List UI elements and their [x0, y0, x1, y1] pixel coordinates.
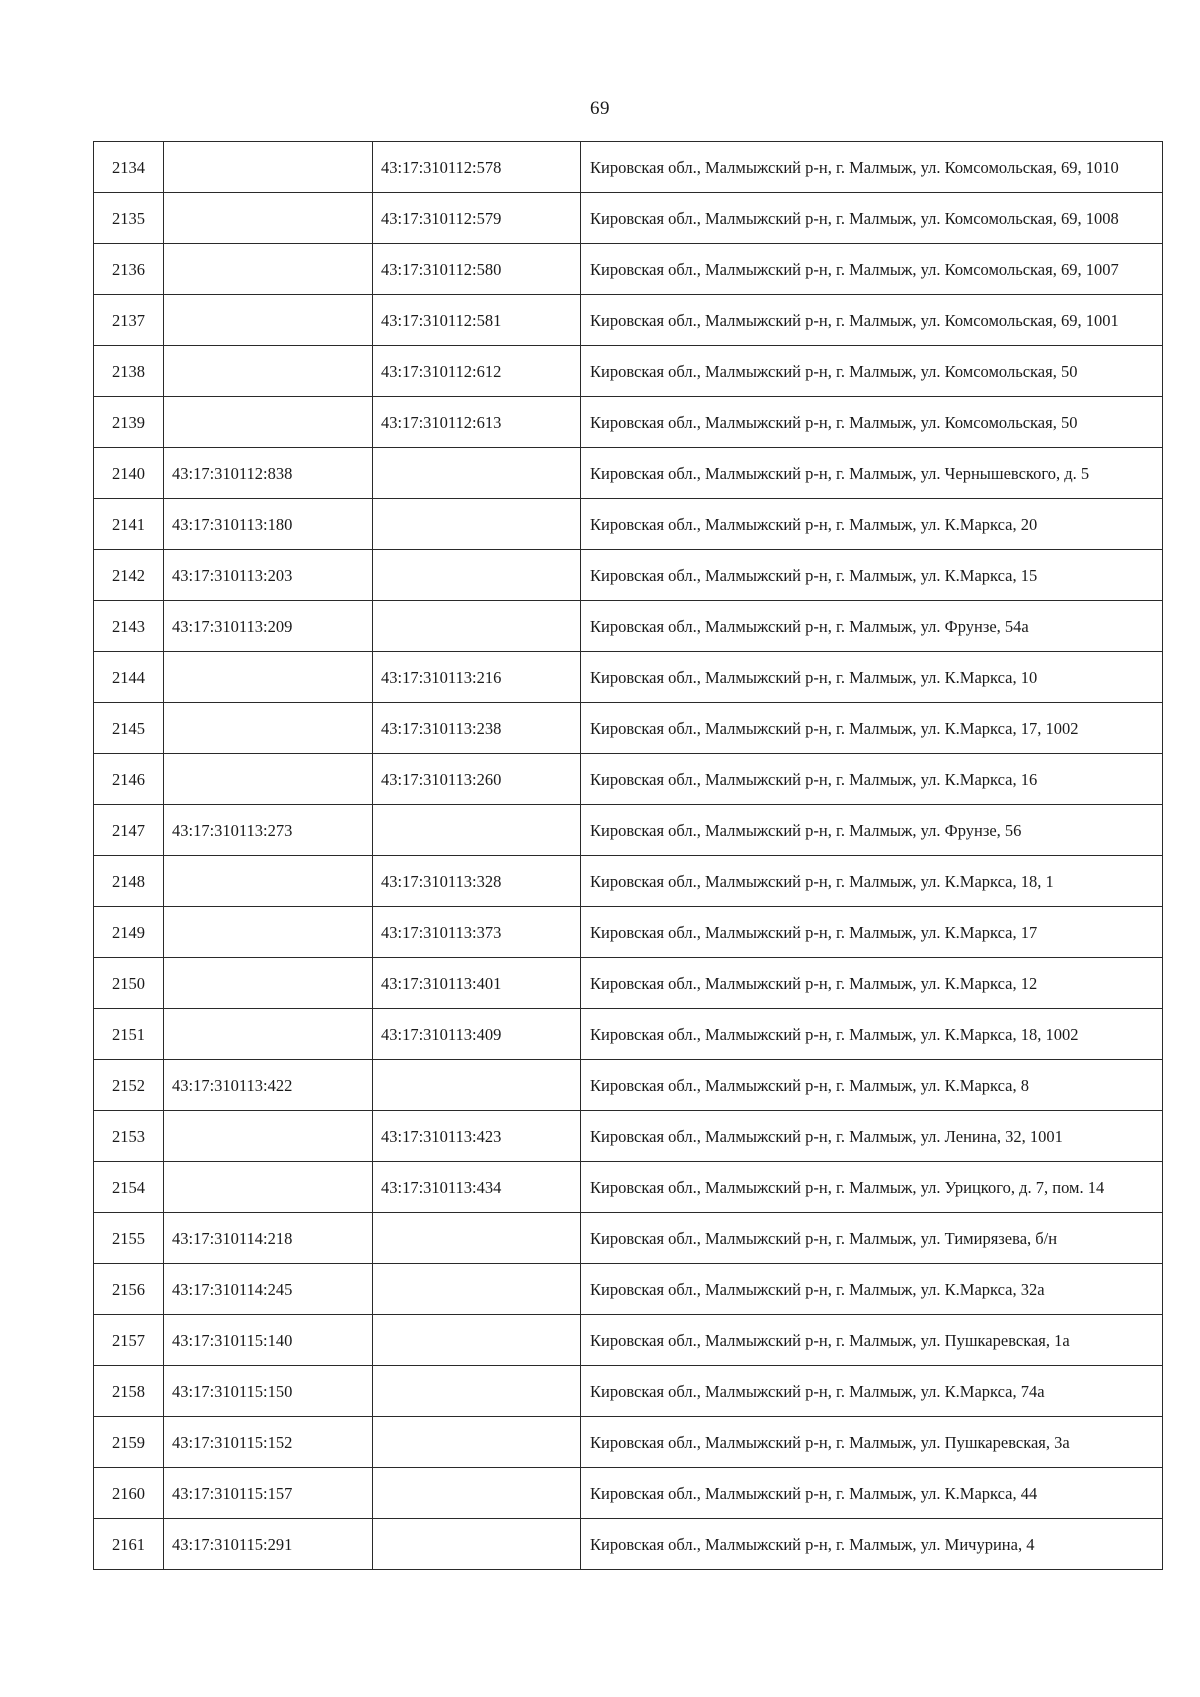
cadastral-number-cell: 43:17:310115:140	[164, 1315, 373, 1366]
row-number-cell: 2156	[94, 1264, 164, 1315]
row-number-cell: 2143	[94, 601, 164, 652]
table-row	[94, 1417, 1163, 1468]
registry-table-body	[94, 142, 1163, 1570]
table-row	[94, 499, 1163, 550]
row-number-cell: 2146	[94, 754, 164, 805]
cadastral-number-alt-cell: 43:17:310113:434	[373, 1162, 581, 1213]
row-number-cell: 2148	[94, 856, 164, 907]
row-number-cell: 2152	[94, 1060, 164, 1111]
cadastral-number-alt-cell	[373, 1417, 581, 1468]
cadastral-number-cell	[164, 907, 373, 958]
cadastral-number-cell: 43:17:310114:218	[164, 1213, 373, 1264]
table-row	[94, 397, 1163, 448]
cadastral-number-cell: 43:17:310113:422	[164, 1060, 373, 1111]
table-row	[94, 1264, 1163, 1315]
address-cell: Кировская обл., Малмыжский р-н, г. Малмыж, ул. Комсомольская, 69, 1008	[581, 193, 1163, 244]
table-row	[94, 856, 1163, 907]
table-row	[94, 805, 1163, 856]
table-row	[94, 346, 1163, 397]
row-number-cell: 2158	[94, 1366, 164, 1417]
cadastral-number-cell: 43:17:310115:152	[164, 1417, 373, 1468]
cadastral-number-cell	[164, 295, 373, 346]
address-cell: Кировская обл., Малмыжский р-н, г. Малмыж, ул. Фрунзе, 56	[581, 805, 1163, 856]
table-row	[94, 1162, 1163, 1213]
address-cell: Кировская обл., Малмыжский р-н, г. Малмыж, ул. К.Маркса, 74а	[581, 1366, 1163, 1417]
row-number-cell: 2140	[94, 448, 164, 499]
cadastral-number-alt-cell: 43:17:310113:238	[373, 703, 581, 754]
table-row	[94, 601, 1163, 652]
address-cell: Кировская обл., Малмыжский р-н, г. Малмыж, ул. Чернышевского, д. 5	[581, 448, 1163, 499]
table-row	[94, 1519, 1163, 1570]
cadastral-number-alt-cell	[373, 805, 581, 856]
table-row	[94, 703, 1163, 754]
cadastral-number-cell	[164, 652, 373, 703]
address-cell: Кировская обл., Малмыжский р-н, г. Малмыж, ул. К.Маркса, 8	[581, 1060, 1163, 1111]
address-cell: Кировская обл., Малмыжский р-н, г. Малмыж, ул. К.Маркса, 18, 1	[581, 856, 1163, 907]
address-cell: Кировская обл., Малмыжский р-н, г. Малмыж, ул. Фрунзе, 54а	[581, 601, 1163, 652]
row-number-cell: 2137	[94, 295, 164, 346]
table-row	[94, 907, 1163, 958]
cadastral-number-alt-cell: 43:17:310113:260	[373, 754, 581, 805]
address-cell: Кировская обл., Малмыжский р-н, г. Малмыж, ул. К.Маркса, 10	[581, 652, 1163, 703]
row-number-cell: 2134	[94, 142, 164, 193]
cadastral-number-alt-cell: 43:17:310113:373	[373, 907, 581, 958]
row-number-cell: 2147	[94, 805, 164, 856]
cadastral-number-cell	[164, 958, 373, 1009]
row-number-cell: 2151	[94, 1009, 164, 1060]
cadastral-number-cell	[164, 856, 373, 907]
table-row	[94, 295, 1163, 346]
address-cell: Кировская обл., Малмыжский р-н, г. Малмыж, ул. К.Маркса, 15	[581, 550, 1163, 601]
table-row	[94, 193, 1163, 244]
row-number-cell: 2157	[94, 1315, 164, 1366]
registry-table	[93, 141, 1163, 1570]
page-number: 69	[590, 98, 610, 119]
row-number-cell: 2139	[94, 397, 164, 448]
table-row	[94, 448, 1163, 499]
cadastral-number-alt-cell: 43:17:310112:579	[373, 193, 581, 244]
row-number-cell: 2160	[94, 1468, 164, 1519]
cadastral-number-cell: 43:17:310112:838	[164, 448, 373, 499]
address-cell: Кировская обл., Малмыжский р-н, г. Малмыж, ул. Комсомольская, 69, 1007	[581, 244, 1163, 295]
cadastral-number-alt-cell	[373, 448, 581, 499]
table-row	[94, 1060, 1163, 1111]
cadastral-number-cell	[164, 754, 373, 805]
row-number-cell: 2159	[94, 1417, 164, 1468]
row-number-cell: 2135	[94, 193, 164, 244]
row-number-cell: 2136	[94, 244, 164, 295]
address-cell: Кировская обл., Малмыжский р-н, г. Малмыж, ул. К.Маркса, 20	[581, 499, 1163, 550]
cadastral-number-alt-cell	[373, 499, 581, 550]
table-row	[94, 1468, 1163, 1519]
address-cell: Кировская обл., Малмыжский р-н, г. Малмыж, ул. К.Маркса, 16	[581, 754, 1163, 805]
address-cell: Кировская обл., Малмыжский р-н, г. Малмыж, ул. Комсомольская, 69, 1001	[581, 295, 1163, 346]
row-number-cell: 2154	[94, 1162, 164, 1213]
cadastral-number-cell	[164, 1009, 373, 1060]
cadastral-number-cell	[164, 1162, 373, 1213]
cadastral-number-alt-cell: 43:17:310113:328	[373, 856, 581, 907]
table-row	[94, 1213, 1163, 1264]
cadastral-number-alt-cell: 43:17:310112:578	[373, 142, 581, 193]
address-cell: Кировская обл., Малмыжский р-н, г. Малмыж, ул. Тимирязева, б/н	[581, 1213, 1163, 1264]
table-row	[94, 958, 1163, 1009]
cadastral-number-cell: 43:17:310113:209	[164, 601, 373, 652]
cadastral-number-alt-cell	[373, 1366, 581, 1417]
table-row	[94, 244, 1163, 295]
row-number-cell: 2142	[94, 550, 164, 601]
table-row	[94, 1009, 1163, 1060]
address-cell: Кировская обл., Малмыжский р-н, г. Малмыж, ул. Мичурина, 4	[581, 1519, 1163, 1570]
cadastral-number-cell	[164, 346, 373, 397]
address-cell: Кировская обл., Малмыжский р-н, г. Малмыж, ул. К.Маркса, 44	[581, 1468, 1163, 1519]
address-cell: Кировская обл., Малмыжский р-н, г. Малмыж, ул. Пушкаревская, 1а	[581, 1315, 1163, 1366]
cadastral-number-cell: 43:17:310115:157	[164, 1468, 373, 1519]
address-cell: Кировская обл., Малмыжский р-н, г. Малмыж, ул. К.Маркса, 17	[581, 907, 1163, 958]
address-cell: Кировская обл., Малмыжский р-н, г. Малмыж, ул. Комсомольская, 50	[581, 346, 1163, 397]
table-row	[94, 550, 1163, 601]
table-row	[94, 1111, 1163, 1162]
row-number-cell: 2149	[94, 907, 164, 958]
table-row	[94, 754, 1163, 805]
cadastral-number-alt-cell: 43:17:310113:423	[373, 1111, 581, 1162]
cadastral-number-cell: 43:17:310113:203	[164, 550, 373, 601]
cadastral-number-alt-cell: 43:17:310112:580	[373, 244, 581, 295]
cadastral-number-cell: 43:17:310115:291	[164, 1519, 373, 1570]
address-cell: Кировская обл., Малмыжский р-н, г. Малмыж, ул. Ленина, 32, 1001	[581, 1111, 1163, 1162]
cadastral-number-cell	[164, 703, 373, 754]
address-cell: Кировская обл., Малмыжский р-н, г. Малмыж, ул. К.Маркса, 17, 1002	[581, 703, 1163, 754]
address-cell: Кировская обл., Малмыжский р-н, г. Малмыж, ул. Пушкаревская, 3а	[581, 1417, 1163, 1468]
cadastral-number-cell	[164, 397, 373, 448]
cadastral-number-cell: 43:17:310114:245	[164, 1264, 373, 1315]
cadastral-number-alt-cell	[373, 1060, 581, 1111]
address-cell: Кировская обл., Малмыжский р-н, г. Малмыж, ул. К.Маркса, 12	[581, 958, 1163, 1009]
row-number-cell: 2153	[94, 1111, 164, 1162]
row-number-cell: 2138	[94, 346, 164, 397]
row-number-cell: 2145	[94, 703, 164, 754]
cadastral-number-cell: 43:17:310113:180	[164, 499, 373, 550]
cadastral-number-alt-cell	[373, 1468, 581, 1519]
address-cell: Кировская обл., Малмыжский р-н, г. Малмыж, ул. К.Маркса, 18, 1002	[581, 1009, 1163, 1060]
address-cell: Кировская обл., Малмыжский р-н, г. Малмыж, ул. К.Маркса, 32а	[581, 1264, 1163, 1315]
cadastral-number-alt-cell: 43:17:310113:401	[373, 958, 581, 1009]
address-cell: Кировская обл., Малмыжский р-н, г. Малмыж, ул. Комсомольская, 50	[581, 397, 1163, 448]
cadastral-number-alt-cell: 43:17:310113:216	[373, 652, 581, 703]
cadastral-number-alt-cell	[373, 550, 581, 601]
address-cell: Кировская обл., Малмыжский р-н, г. Малмыж, ул. Комсомольская, 69, 1010	[581, 142, 1163, 193]
table-row	[94, 1315, 1163, 1366]
row-number-cell: 2144	[94, 652, 164, 703]
row-number-cell: 2141	[94, 499, 164, 550]
cadastral-number-cell	[164, 1111, 373, 1162]
row-number-cell: 2150	[94, 958, 164, 1009]
cadastral-number-cell	[164, 244, 373, 295]
cadastral-number-alt-cell	[373, 1519, 581, 1570]
cadastral-number-alt-cell: 43:17:310112:612	[373, 346, 581, 397]
cadastral-number-alt-cell: 43:17:310112:581	[373, 295, 581, 346]
cadastral-number-alt-cell	[373, 1264, 581, 1315]
cadastral-number-alt-cell: 43:17:310113:409	[373, 1009, 581, 1060]
row-number-cell: 2155	[94, 1213, 164, 1264]
cadastral-number-alt-cell	[373, 601, 581, 652]
cadastral-number-cell: 43:17:310113:273	[164, 805, 373, 856]
row-number-cell: 2161	[94, 1519, 164, 1570]
table-row	[94, 1366, 1163, 1417]
address-cell: Кировская обл., Малмыжский р-н, г. Малмыж, ул. Урицкого, д. 7, пом. 14	[581, 1162, 1163, 1213]
cadastral-number-cell	[164, 142, 373, 193]
table-row	[94, 652, 1163, 703]
cadastral-number-cell: 43:17:310115:150	[164, 1366, 373, 1417]
cadastral-number-cell	[164, 193, 373, 244]
cadastral-number-alt-cell	[373, 1315, 581, 1366]
table-row	[94, 142, 1163, 193]
cadastral-number-alt-cell	[373, 1213, 581, 1264]
cadastral-number-alt-cell: 43:17:310112:613	[373, 397, 581, 448]
